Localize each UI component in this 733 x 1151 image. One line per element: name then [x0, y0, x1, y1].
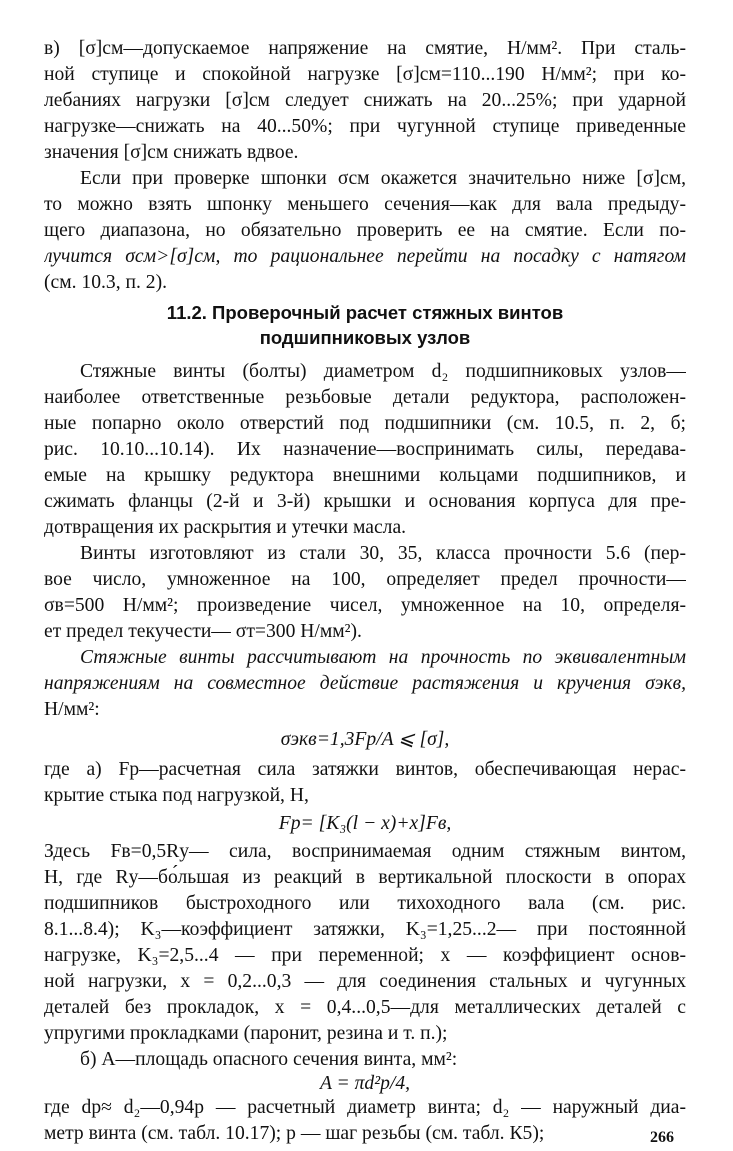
text-line: Если при проверке шпонки σсм окажется значительно ниже [σ]см, [80, 168, 686, 189]
text-line: σв=500 Н/мм²; произведение чисел, умноженное на 10, определя- [44, 595, 686, 616]
text-line: Здесь Fв=0,5Rу— сила, воспринимаемая одним стяжным винтом, [44, 841, 686, 862]
text-line: нагрузке, K₃=2,5...4 — при переменной; x — коэффициент основ- [44, 945, 686, 966]
text-line: ные попарно около отверстий под подшипники (см. 10.5, п. 2, б; [44, 413, 686, 434]
text-line: вое число, умноженное на 100, определяет предел прочности— [44, 569, 686, 590]
text-line: Винты изготовляют из стали 30, 35, класса прочности 5.6 (пер- [80, 543, 686, 564]
text-line: подшипников быстроходного или тихоходного вала (см. рис. [44, 893, 686, 914]
text-line: Стяжные винты (болты) диаметром d₂ подшипниковых узлов— [80, 361, 686, 382]
section-heading: 11.2. Проверочный расчет стяжных винтов [166, 302, 564, 323]
text-line: в) [σ]см—допускаемое напряжение на смятие, Н/мм². При сталь- [44, 38, 686, 59]
text-line: лебаниях нагрузки [σ]см следует снижать на 20...25%; при ударной [44, 90, 686, 111]
text-line: сжимать фланцы (2-й и 3-й) крышки и основания корпуса для пре- [44, 491, 686, 512]
formula-equivalent-stress: σэкв=1,3Fр/A ⩽ [σ], [280, 729, 450, 750]
text-line: щего диапазона, но обязательно проверить ее на смятие. Если по- [44, 220, 686, 241]
text-line: 8.1...8.4); K₃—коэффициент затяжки, K₃=1,25...2— при постоянной [44, 919, 686, 940]
text-line: Н/мм²: [44, 699, 100, 720]
text-line: ет предел текучести— σт=300 Н/мм²). [44, 621, 362, 642]
text-line: наиболее ответственные резьбовые детали редуктора, расположен- [44, 387, 686, 408]
text-line: значения [σ]см снижать вдвое. [44, 142, 299, 163]
text-line: б) A—площадь опасного сечения винта, мм²: [80, 1049, 458, 1070]
text-line-italic: Стяжные винты рассчитывают на прочность по эквивалентным [80, 647, 686, 668]
page-number-footer: 266 [650, 1129, 674, 1146]
text-line: крытие стыка под нагрузкой, Н, [44, 785, 309, 806]
text-line-italic: лучится σсм>[σ]см, то рациональнее перейти на посадку с натягом [44, 246, 686, 267]
text-line: где dр≈ d₂—0,94p — расчетный диаметр винта; d₂ — наружный диа- [44, 1097, 686, 1118]
text-line: рис. 10.10...10.14). Их назначение—воспринимать силы, передава- [44, 439, 686, 460]
formula-section-area: A = πd²р/4, [319, 1073, 411, 1094]
section-heading: подшипниковых узлов [259, 327, 471, 348]
text-line: дотвращения их раскрытия и утечки масла. [44, 517, 407, 538]
text-line: упругими прокладками (паронит, резина и т. п.); [44, 1023, 448, 1044]
text-line: ной нагрузки, x = 0,2...0,3 — для соединения стальных и чугунных [44, 971, 686, 992]
text-line: нагрузке—снижать на 40...50%; при чугунной ступице приведенные [44, 116, 686, 137]
text-line: Н, где Rу—бо́льшая из реакций в вертикальной плоскости в опорах [44, 867, 686, 888]
text-line: метр винта (см. табл. 10.17); p — шаг резьбы (см. табл. К5); [44, 1123, 545, 1144]
text-line: где а) Fр—расчетная сила затяжки винтов, обеспечивающая нерас- [44, 759, 686, 780]
text-line: (см. 10.3, п. 2). [44, 272, 168, 293]
text-line: то можно взять шпонку меньшего сечения—как для вала предыду- [44, 194, 686, 215]
text-line: емые на крышку редуктора внешними кольцами подшипников, и [44, 465, 686, 486]
text-line-italic: напряжениям на совместное действие растяжения и кручения σэкв, [44, 673, 686, 694]
text-line: деталей без прокладок, x = 0,4...0,5—для металлических деталей с [44, 997, 686, 1018]
formula-tightening-force: Fр= [K₃(l − x)+x]Fв, [278, 813, 452, 834]
text-line: ной ступице и спокойной нагрузке [σ]см=110...190 Н/мм²; при ко- [44, 64, 686, 85]
